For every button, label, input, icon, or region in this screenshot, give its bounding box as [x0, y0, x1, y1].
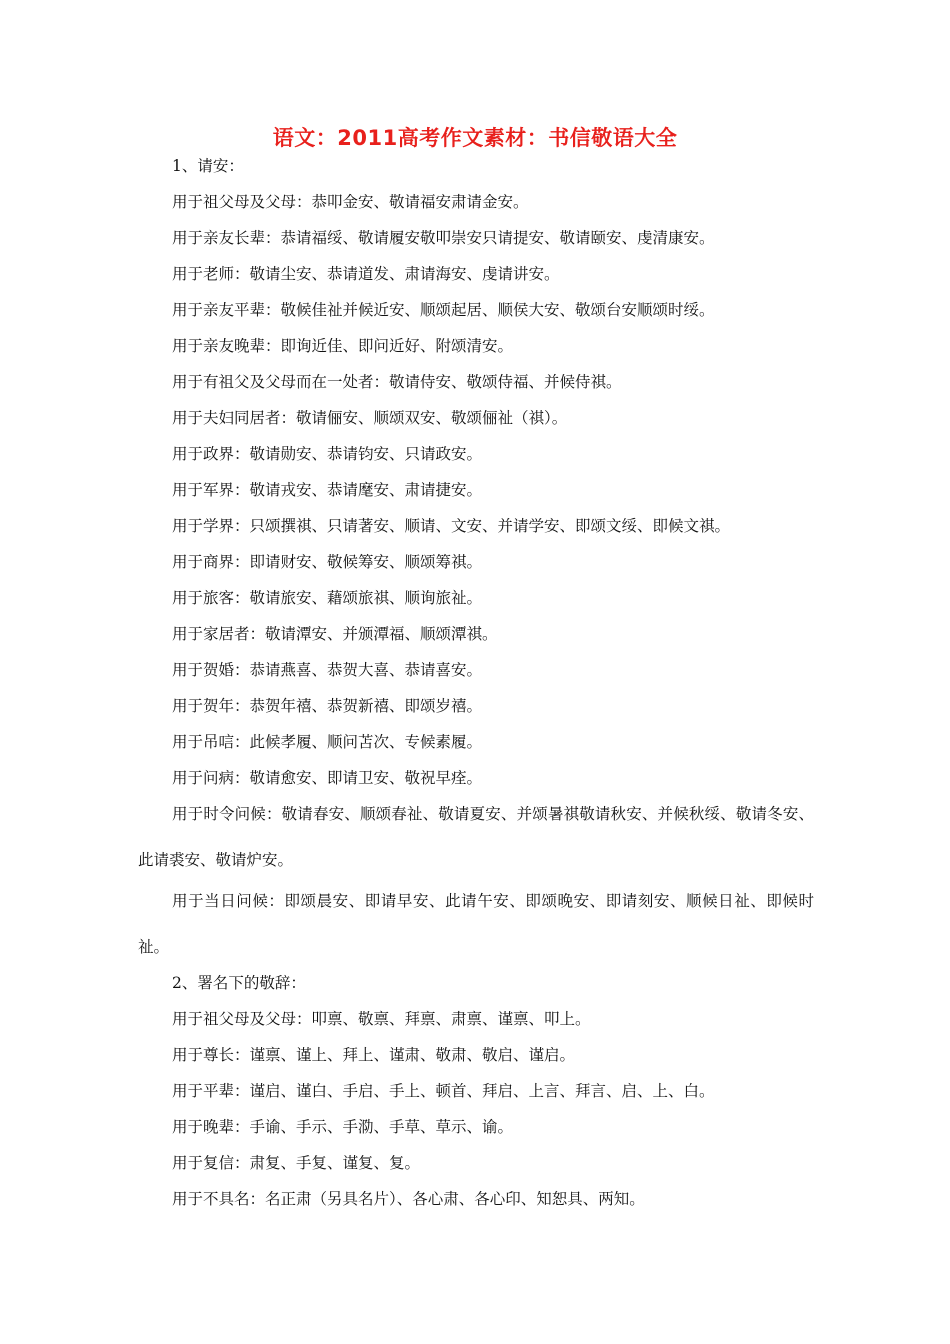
text-line: 用于家居者：敬请潭安、并颁潭福、顺颂潭祺。 [172, 625, 498, 643]
text-line: 用于吊唁：此候孝履、顺问苫次、专候素履。 [172, 733, 483, 751]
text-line: 用于贺年：恭贺年禧、恭贺新禧、即颂岁禧。 [172, 697, 483, 715]
text-line: 用于老师：敬请尘安、恭请道发、肃请海安、虔请讲安。 [172, 265, 560, 283]
page-title: 语文：2011高考作文素材：书信敬语大全 [272, 126, 678, 150]
text-line: 用于平辈：谨启、谨白、手启、手上、顿首、拜启、上言、拜言、启、上、白。 [172, 1082, 715, 1100]
text-line: 用于贺婚：恭请燕喜、恭贺大喜、恭请喜安。 [172, 661, 483, 679]
text-line: 用于亲友长辈：恭请福绥、敬请履安敬叩崇安只请提安、敬请颐安、虔清康安。 [172, 229, 715, 247]
text-line: 用于亲友晚辈：即询近佳、即问近好、附颂清安。 [172, 337, 514, 355]
text-line: 用于复信：肃复、手复、谨复、复。 [172, 1154, 421, 1172]
text-line: 用于军界：敬请戎安、恭请麾安、肃请捷安。 [172, 481, 483, 499]
text-line: 用于商界：即请财安、敬候筹安、顺颂筹祺。 [172, 553, 483, 571]
text-line: 用于祖父母及父母：恭叩金安、敬请福安肃请金安。 [172, 193, 529, 211]
text-line: 用于有祖父及父母而在一处者：敬请侍安、敬颂侍福、并候侍祺。 [172, 373, 622, 391]
text-line: 用于祖父母及父母：叩禀、敬禀、拜禀、肃禀、谨禀、叩上。 [172, 1010, 591, 1028]
text-line: 用于亲友平辈：敬候佳祉并候近安、顺颂起居、顺侯大安、敬颂台安顺颂时绥。 [172, 301, 715, 319]
text-line: 用于不具名：名正肃（另具名片）、各心肃、各心印、知恕具、两知。 [172, 1190, 645, 1208]
paragraph-seasonal: 用于时令问候：敬请春安、顺颂春祉、敬请夏安、并颂暑祺敬请秋安、并候秋绥、敬请冬安、此请裘安、敬请炉安。 [138, 805, 814, 869]
text-line: 用于问病：敬请愈安、即请卫安、敬祝早痊。 [172, 769, 483, 787]
section-heading-greetings: 1、请安： [172, 157, 244, 175]
document-body [138, 148, 818, 1217]
text-line: 用于政界：敬请勋安、恭请钧安、只请政安。 [172, 445, 483, 463]
section-heading-signoffs: 2、署名下的敬辞： [172, 974, 306, 992]
text-line: 用于尊长：谨禀、谨上、拜上、谨肃、敬肃、敬启、谨启。 [172, 1046, 576, 1064]
text-line: 用于旅客：敬请旅安、藉颂旅祺、顺询旅祉。 [172, 589, 483, 607]
text-line: 用于晚辈：手谕、手示、手泐、手草、草示、谕。 [172, 1118, 514, 1136]
text-line: 用于夫妇同居者：敬请俪安、顺颂双安、敬颂俪祉（祺）。 [172, 409, 568, 427]
paragraph-daily: 用于当日问候：即颂晨安、即请早安、此请午安、即颂晚安、即请刻安、顺候日祉、即候时祉。 [138, 892, 814, 956]
text-line: 用于学界：只颂撰祺、只请著安、顺请、文安、并请学安、即颂文绥、即候文祺。 [172, 517, 731, 535]
